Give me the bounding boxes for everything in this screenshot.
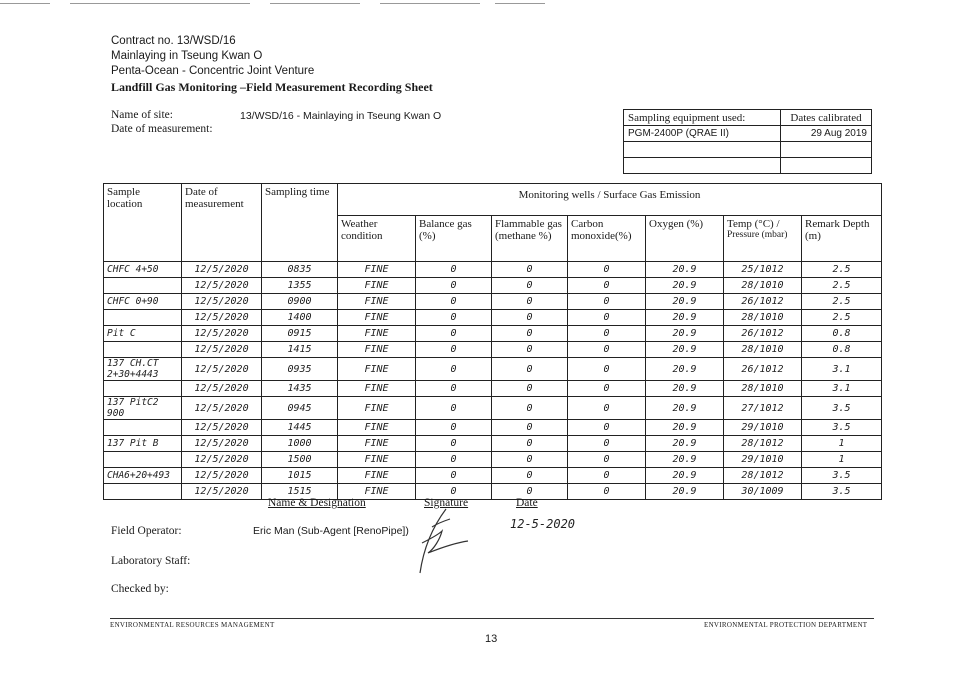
cell-flammable-gas: 0 [492, 310, 568, 326]
cell-location: CHA6+20+493 [104, 468, 182, 484]
cell-location: CHFC 4+50 [104, 262, 182, 278]
cell-time: 0835 [262, 262, 338, 278]
cell-temp-pressure: 29/1010 [724, 420, 802, 436]
cell-flammable-gas: 0 [492, 436, 568, 452]
calibration-date: 29 Aug 2019 [781, 126, 872, 142]
site-name-label: Name of site: [111, 109, 173, 121]
field-operator-label: Field Operator: [111, 525, 182, 537]
cell-oxygen: 20.9 [646, 452, 724, 468]
project-name: Mainlaying in Tseung Kwan O [111, 50, 263, 62]
table-row [104, 326, 882, 342]
cell-depth: 0.8 [802, 326, 882, 342]
cell-temp-pressure: 29/1010 [724, 452, 802, 468]
equipment-blank-cell [781, 158, 872, 174]
cell-balance-gas: 0 [416, 294, 492, 310]
monitoring-table-body [104, 262, 882, 500]
cell-date: 12/5/2020 [182, 310, 262, 326]
cell-date: 12/5/2020 [182, 381, 262, 397]
date-of-measurement-label: Date of measurement: [111, 123, 213, 135]
cell-location [104, 452, 182, 468]
table-row [104, 452, 882, 468]
cell-date: 12/5/2020 [182, 468, 262, 484]
cell-carbon-monoxide: 0 [568, 484, 646, 500]
cell-carbon-monoxide: 0 [568, 326, 646, 342]
checked-by-label: Checked by: [111, 583, 169, 595]
monitoring-table [103, 183, 882, 500]
cell-temp-pressure: 27/1012 [724, 397, 802, 420]
cell-balance-gas: 0 [416, 452, 492, 468]
cell-weather: FINE [338, 468, 416, 484]
col-flammable-gas: Flammable gas (methane %) [492, 216, 568, 262]
document-header [111, 34, 433, 95]
cell-temp-pressure: 28/1012 [724, 468, 802, 484]
cell-balance-gas: 0 [416, 326, 492, 342]
cell-oxygen: 20.9 [646, 381, 724, 397]
cell-temp-pressure: 28/1012 [724, 436, 802, 452]
cell-time: 1355 [262, 278, 338, 294]
cell-flammable-gas: 0 [492, 381, 568, 397]
cell-weather: FINE [338, 420, 416, 436]
cell-balance-gas: 0 [416, 484, 492, 500]
cell-time: 1400 [262, 310, 338, 326]
field-operator-name: Eric Man (Sub-Agent [RenoPipe]) [253, 525, 409, 537]
cell-carbon-monoxide: 0 [568, 468, 646, 484]
cell-flammable-gas: 0 [492, 468, 568, 484]
group-header-monitoring-wells: Monitoring wells / Surface Gas Emission [338, 184, 882, 216]
cell-carbon-monoxide: 0 [568, 397, 646, 420]
table-row [104, 294, 882, 310]
cell-date: 12/5/2020 [182, 342, 262, 358]
col-remark-depth: Remark Depth (m) [802, 216, 882, 262]
cell-weather: FINE [338, 294, 416, 310]
footer-rule [110, 618, 874, 619]
col-carbon-monoxide: Carbon monoxide(%) [568, 216, 646, 262]
cell-location [104, 484, 182, 500]
cell-depth: 3.5 [802, 468, 882, 484]
cell-temp-pressure: 28/1010 [724, 381, 802, 397]
cell-flammable-gas: 0 [492, 420, 568, 436]
contractor-name: Penta-Ocean - Concentric Joint Venture [111, 65, 315, 77]
cell-temp-pressure: 28/1010 [724, 310, 802, 326]
cell-balance-gas: 0 [416, 310, 492, 326]
scan-mark [270, 3, 360, 4]
cell-time: 0945 [262, 397, 338, 420]
cell-time: 0935 [262, 358, 338, 381]
cell-balance-gas: 0 [416, 397, 492, 420]
cell-location [104, 278, 182, 294]
cell-weather: FINE [338, 397, 416, 420]
cell-location [104, 420, 182, 436]
cell-date: 12/5/2020 [182, 278, 262, 294]
cell-location: Pit C [104, 326, 182, 342]
equipment-table [623, 109, 872, 174]
cell-carbon-monoxide: 0 [568, 381, 646, 397]
cell-weather: FINE [338, 342, 416, 358]
cell-carbon-monoxide: 0 [568, 294, 646, 310]
cell-oxygen: 20.9 [646, 436, 724, 452]
scan-mark [495, 3, 545, 4]
cell-weather: FINE [338, 326, 416, 342]
cell-flammable-gas: 0 [492, 342, 568, 358]
cell-time: 1515 [262, 484, 338, 500]
cell-location: 137 PitC2 900 [104, 397, 182, 420]
cell-balance-gas: 0 [416, 436, 492, 452]
cell-balance-gas: 0 [416, 278, 492, 294]
cell-location: 137 Pit B [104, 436, 182, 452]
field-operator-date: 12-5-2020 [510, 517, 576, 531]
cell-flammable-gas: 0 [492, 452, 568, 468]
cell-temp-pressure: 26/1012 [724, 294, 802, 310]
cell-time: 1415 [262, 342, 338, 358]
cell-weather: FINE [338, 278, 416, 294]
contract-number: Contract no. 13/WSD/16 [111, 35, 236, 47]
cell-oxygen: 20.9 [646, 310, 724, 326]
cell-oxygen: 20.9 [646, 468, 724, 484]
cell-oxygen: 20.9 [646, 294, 724, 310]
cell-temp-pressure: 30/1009 [724, 484, 802, 500]
cell-weather: FINE [338, 358, 416, 381]
cell-temp-pressure: 28/1010 [724, 342, 802, 358]
cell-oxygen: 20.9 [646, 358, 724, 381]
col-oxygen: Oxygen (%) [646, 216, 724, 262]
cell-date: 12/5/2020 [182, 420, 262, 436]
cell-weather: FINE [338, 262, 416, 278]
handwritten-signature [412, 505, 476, 577]
table-row [104, 436, 882, 452]
cell-depth: 3.5 [802, 397, 882, 420]
footer-left-org: ENVIRONMENTAL RESOURCES MANAGEMENT [110, 621, 275, 629]
cell-time: 0900 [262, 294, 338, 310]
cell-location [104, 310, 182, 326]
cell-depth: 3.5 [802, 420, 882, 436]
cell-oxygen: 20.9 [646, 342, 724, 358]
scan-mark [0, 3, 50, 4]
cell-location: CHFC 0+90 [104, 294, 182, 310]
cell-depth: 1 [802, 452, 882, 468]
table-row [104, 381, 882, 397]
cell-date: 12/5/2020 [182, 358, 262, 381]
cell-balance-gas: 0 [416, 262, 492, 278]
cell-balance-gas: 0 [416, 358, 492, 381]
cell-oxygen: 20.9 [646, 262, 724, 278]
cell-depth: 3.1 [802, 358, 882, 381]
col-pressure-label: Pressure (mbar) [727, 230, 788, 240]
cell-balance-gas: 0 [416, 420, 492, 436]
table-row [104, 468, 882, 484]
cell-weather: FINE [338, 452, 416, 468]
col-balance-gas: Balance gas (%) [416, 216, 492, 262]
cell-weather: FINE [338, 484, 416, 500]
table-row [104, 358, 882, 381]
cell-time: 1445 [262, 420, 338, 436]
scan-mark [380, 3, 480, 4]
cell-flammable-gas: 0 [492, 326, 568, 342]
cell-date: 12/5/2020 [182, 452, 262, 468]
cell-balance-gas: 0 [416, 342, 492, 358]
date-header: Date [516, 497, 538, 509]
page-number: 13 [485, 633, 498, 645]
equipment-blank-cell [624, 142, 781, 158]
site-name-value: 13/WSD/16 - Mainlaying in Tseung Kwan O [240, 110, 442, 122]
cell-depth: 2.5 [802, 294, 882, 310]
col-sample-location: Sample location [104, 184, 182, 262]
footer-right-org: ENVIRONMENTAL PROTECTION DEPARTMENT [704, 621, 868, 629]
scan-mark [70, 3, 250, 4]
cell-temp-pressure: 25/1012 [724, 262, 802, 278]
cell-temp-pressure: 26/1012 [724, 358, 802, 381]
cell-flammable-gas: 0 [492, 278, 568, 294]
equipment-device: PGM-2400P (QRAE II) [624, 126, 781, 142]
cell-temp-pressure: 26/1012 [724, 326, 802, 342]
equipment-header: Sampling equipment used: [624, 110, 781, 126]
cell-carbon-monoxide: 0 [568, 262, 646, 278]
cell-time: 1000 [262, 436, 338, 452]
cell-depth: 0.8 [802, 342, 882, 358]
cell-weather: FINE [338, 436, 416, 452]
cell-flammable-gas: 0 [492, 294, 568, 310]
cell-weather: FINE [338, 310, 416, 326]
cell-flammable-gas: 0 [492, 358, 568, 381]
cell-location [104, 381, 182, 397]
cell-carbon-monoxide: 0 [568, 310, 646, 326]
cell-time: 1435 [262, 381, 338, 397]
cell-depth: 2.5 [802, 262, 882, 278]
cell-oxygen: 20.9 [646, 397, 724, 420]
cell-depth: 2.5 [802, 278, 882, 294]
equipment-blank-cell [624, 158, 781, 174]
table-row [104, 262, 882, 278]
cell-oxygen: 20.9 [646, 420, 724, 436]
table-row [104, 397, 882, 420]
cell-weather: FINE [338, 381, 416, 397]
cell-time: 1015 [262, 468, 338, 484]
col-temp-pressure [724, 216, 802, 262]
cell-carbon-monoxide: 0 [568, 420, 646, 436]
table-row [104, 420, 882, 436]
cell-depth: 1 [802, 436, 882, 452]
col-weather-condition: Weather condition [338, 216, 416, 262]
calibrated-header: Dates calibrated [781, 110, 872, 126]
cell-flammable-gas: 0 [492, 484, 568, 500]
cell-location: 137 CH.CT 2+30+4443 [104, 358, 182, 381]
cell-date: 12/5/2020 [182, 294, 262, 310]
cell-carbon-monoxide: 0 [568, 452, 646, 468]
cell-oxygen: 20.9 [646, 326, 724, 342]
cell-date: 12/5/2020 [182, 262, 262, 278]
col-date-of-measurement: Date of measurement [182, 184, 262, 262]
table-row [104, 310, 882, 326]
name-designation-header: Name & Designation [268, 497, 366, 509]
laboratory-staff-label: Laboratory Staff: [111, 555, 191, 567]
cell-depth: 2.5 [802, 310, 882, 326]
cell-balance-gas: 0 [416, 381, 492, 397]
cell-oxygen: 20.9 [646, 484, 724, 500]
cell-date: 12/5/2020 [182, 397, 262, 420]
cell-time: 0915 [262, 326, 338, 342]
table-row [104, 484, 882, 500]
col-sampling-time: Sampling time [262, 184, 338, 262]
col-temp-label: Temp (°C) / [727, 218, 780, 230]
cell-date: 12/5/2020 [182, 484, 262, 500]
cell-balance-gas: 0 [416, 468, 492, 484]
cell-date: 12/5/2020 [182, 436, 262, 452]
cell-carbon-monoxide: 0 [568, 358, 646, 381]
cell-time: 1500 [262, 452, 338, 468]
cell-flammable-gas: 0 [492, 397, 568, 420]
cell-depth: 3.1 [802, 381, 882, 397]
sheet-title: Landfill Gas Monitoring –Field Measurement Recording Sheet [111, 80, 433, 94]
cell-carbon-monoxide: 0 [568, 342, 646, 358]
table-row [104, 342, 882, 358]
equipment-blank-cell [781, 142, 872, 158]
cell-date: 12/5/2020 [182, 326, 262, 342]
cell-carbon-monoxide: 0 [568, 436, 646, 452]
cell-oxygen: 20.9 [646, 278, 724, 294]
cell-flammable-gas: 0 [492, 262, 568, 278]
cell-location [104, 342, 182, 358]
cell-depth: 3.5 [802, 484, 882, 500]
table-row [104, 278, 882, 294]
signature-header: Signature [424, 497, 469, 509]
cell-carbon-monoxide: 0 [568, 278, 646, 294]
cell-temp-pressure: 28/1010 [724, 278, 802, 294]
